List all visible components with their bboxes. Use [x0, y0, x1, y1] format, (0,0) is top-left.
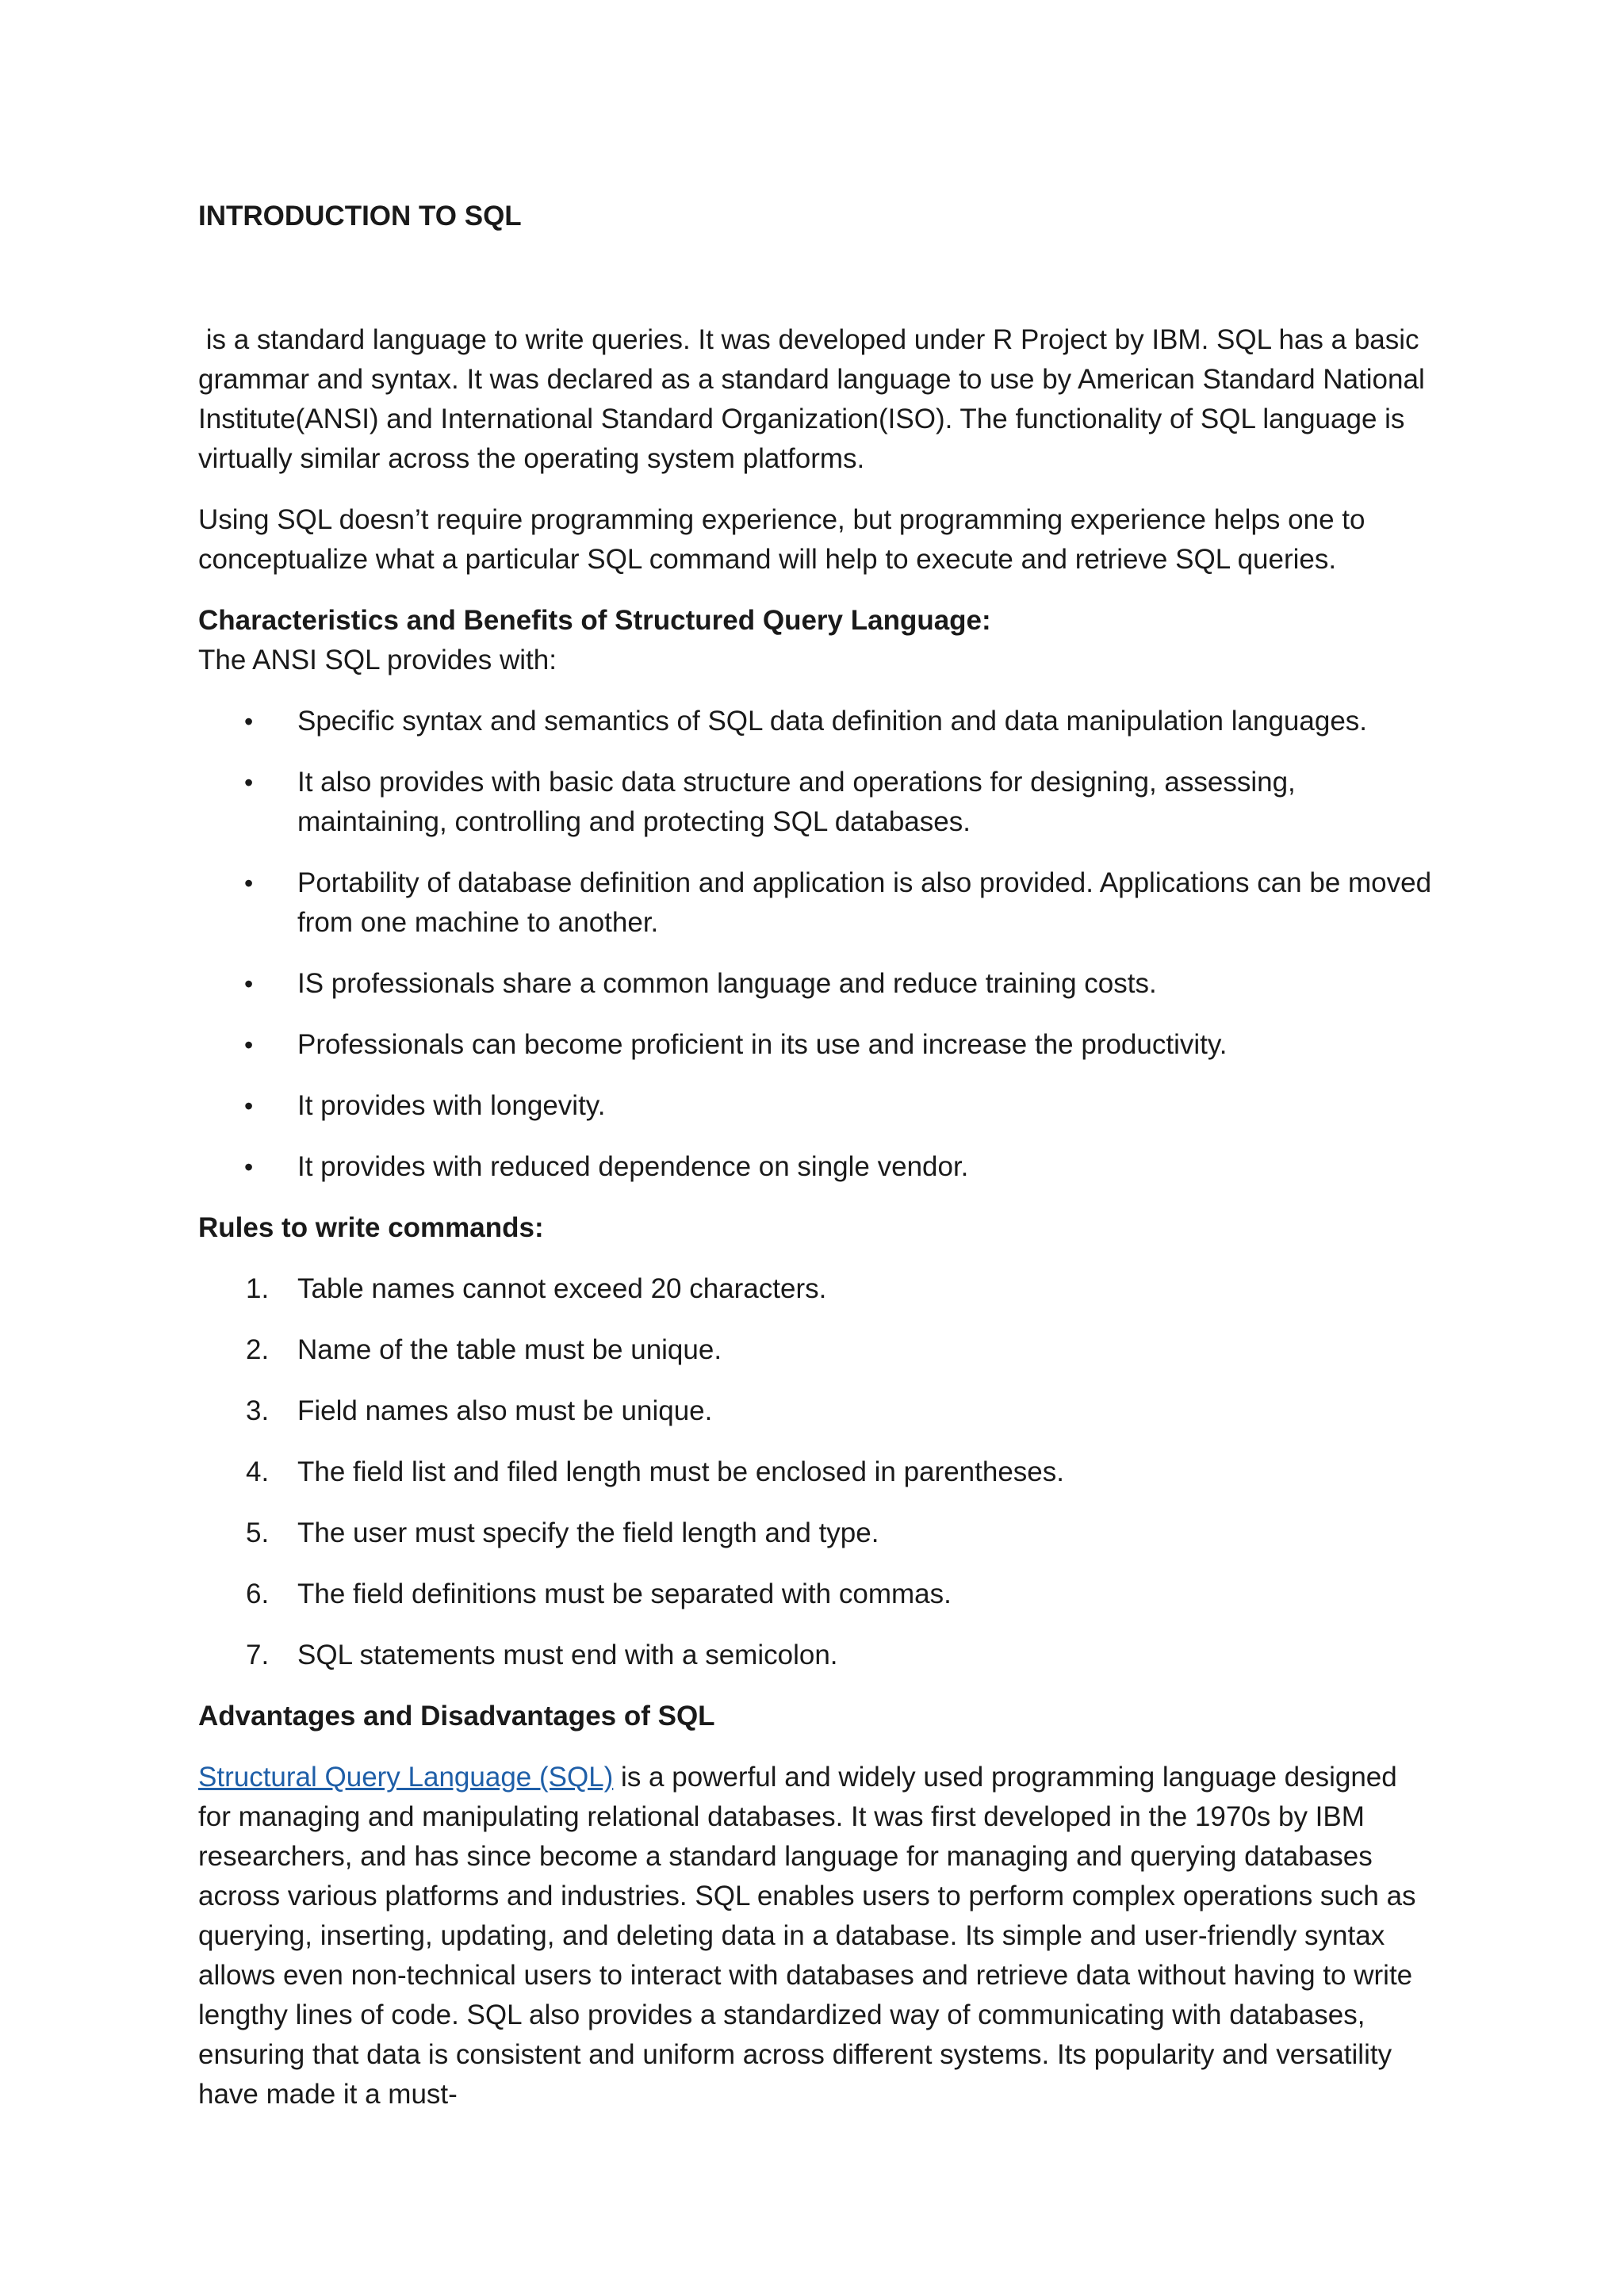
bullet-icon: •	[244, 1153, 254, 1181]
characteristics-heading: Characteristics and Benefits of Structured Query Language:	[198, 605, 991, 636]
list-item	[198, 1513, 1435, 1553]
list-item-text: The user must specify the field length and type.	[297, 1517, 879, 1548]
list-item	[198, 1636, 1435, 1675]
bullet-icon: •	[244, 970, 254, 998]
sql-link[interactable]: Structural Query Language (SQL)	[198, 1762, 614, 1793]
advantages-paragraph-text: is a powerful and widely used programming language designed for managing and manipulating relational databases. It was first developed in the 1970s by IBM researchers, and has since become a standard language for managing and querying databases across various platforms and industries. SQL enables users to perform complex operations such as querying, inserting, updating, and deleting data in a database. Its simple and user-friendly syntax allows even non-technical users to interact with databases and retrieve data without having to write lengthy lines of code. SQL also provides a standardized way of communicating with databases, ensuring that data is consistent and uniform across different systems. Its popularity and versatility have made it a must-	[198, 1762, 1424, 2110]
list-number: 5.	[246, 1517, 270, 1548]
list-number: 4.	[246, 1456, 270, 1487]
characteristics-intro: The ANSI SQL provides with:	[198, 645, 557, 675]
list-item-text: Specific syntax and semantics of SQL data definition and data manipulation languages.	[297, 706, 1368, 737]
document-title: INTRODUCTION TO SQL	[198, 201, 522, 232]
list-item-text: Table names cannot exceed 20 characters.	[297, 1273, 827, 1304]
list-item-text: IS professionals share a common language and reduce training costs.	[297, 968, 1157, 999]
list-item-text: It provides with longevity.	[297, 1090, 606, 1121]
advantages-paragraph	[198, 1758, 1435, 2114]
intro-paragraph: is a standard language to write queries. It was developed under R Project by IBM. SQL has a basic grammar and syntax. It was declared as a standard language to use by American Standard National Institute(ANSI) and International Standard Organization(ISO). The functionality of SQL language is virtually similar across the operating system platforms.	[198, 324, 1433, 474]
list-item	[198, 1086, 1435, 1126]
list-item-text: The field definitions must be separated with commas.	[297, 1578, 952, 1609]
list-number: 7.	[246, 1640, 270, 1670]
list-number: 2.	[246, 1334, 270, 1365]
list-item	[198, 1147, 1435, 1187]
list-item-text: Portability of database definition and application is also provided. Applications can be moved from one machine to another.	[297, 867, 1432, 938]
list-item	[198, 964, 1435, 1004]
second-paragraph: Using SQL doesn’t require programming experience, but programming experience helps one to conceptualize what a particular SQL command will help to execute and retrieve SQL queries.	[198, 504, 1365, 575]
list-item	[198, 1330, 1435, 1370]
list-item-text: Professionals can become proficient in its use and increase the productivity.	[297, 1029, 1228, 1060]
list-number: 3.	[246, 1395, 270, 1426]
list-item	[198, 1452, 1435, 1492]
list-item	[198, 1269, 1435, 1309]
characteristics-list	[198, 702, 1435, 1187]
bullet-icon: •	[244, 768, 254, 797]
list-number: 1.	[246, 1273, 270, 1304]
list-item	[198, 1391, 1435, 1431]
list-item	[198, 1025, 1435, 1065]
list-item-text: Field names also must be unique.	[297, 1395, 713, 1426]
bullet-icon: •	[244, 707, 254, 736]
advantages-heading: Advantages and Disadvantages of SQL	[198, 1701, 715, 1732]
list-item	[198, 763, 1435, 842]
rules-heading: Rules to write commands:	[198, 1212, 544, 1243]
list-item-text: The field list and filed length must be enclosed in parentheses.	[297, 1456, 1064, 1487]
list-item-text: It also provides with basic data structure and operations for designing, assessing, maintaining, controlling and protecting SQL databases.	[297, 767, 1296, 837]
list-item	[198, 863, 1435, 943]
list-item	[198, 702, 1435, 741]
bullet-icon: •	[244, 869, 254, 897]
rules-list	[198, 1269, 1435, 1675]
bullet-icon: •	[244, 1092, 254, 1120]
list-item-text: Name of the table must be unique.	[297, 1334, 722, 1365]
list-item-text: It provides with reduced dependence on single vendor.	[297, 1151, 969, 1182]
list-item-text: SQL statements must end with a semicolon.	[297, 1640, 838, 1670]
document-page	[198, 197, 1435, 2136]
list-item	[198, 1575, 1435, 1614]
list-number: 6.	[246, 1578, 270, 1609]
bullet-icon: •	[244, 1031, 254, 1059]
